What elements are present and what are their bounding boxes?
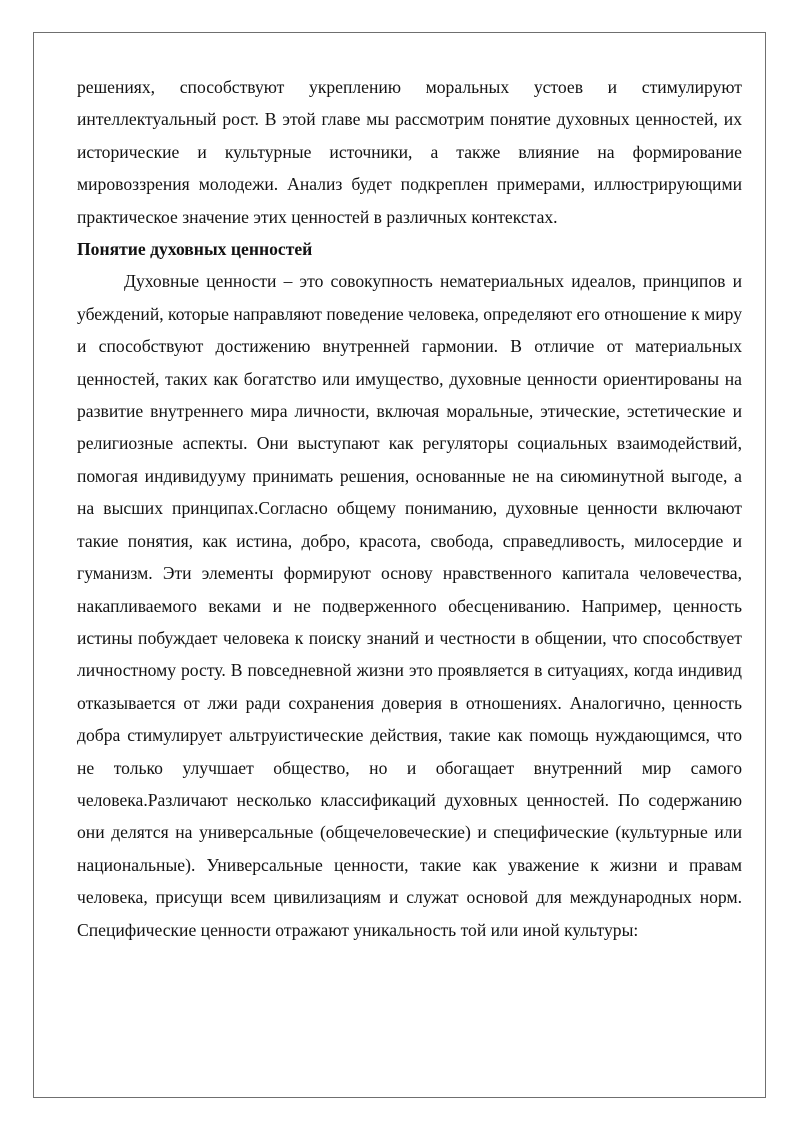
section-heading: Понятие духовных ценностей [77, 239, 313, 260]
intro-paragraph: решениях, способствуют укреплению моральных устоев и стимулируют интеллектуальный рост. В этой главе мы рассмотрим понятие духовных ценностей, их исторические и культурные источники, а также влияние на формирование мировоззрения молодежи. Анализ будет подкреплен примерами, иллюстрирующими практическое значение этих ценностей в различных контекстах. [77, 77, 742, 227]
body-paragraph: Духовные ценности – это совокупность нематериальных идеалов, принципов и убеждений, которые направляют поведение человека, определяют его отношение к миру и способствуют достижению внутренней гармонии. В отличие от материальных ценностей, таких как богатство или имущество, духовные ценности ориентированы на развитие внутреннего мира личности, включая моральные, этические, эстетические и религиозные аспекты. Они выступают как регуляторы социальных взаимодействий, помогая индивидууму принимать решения, основанные не на сиюминутной выгоде, а на высших принципах.Согласно общему пониманию, духовные ценности включают такие понятия, как истина, добро, красота, свобода, справедливость, милосердие и гуманизм. Эти элементы формируют основу нравственного капитала человечества, накапливаемого веками и не подверженного обесцениванию. Например, ценность истины побуждает человека к поиску знаний и честности в общении, что способствует личностному росту. В повседневной жизни это проявляется в ситуациях, когда индивид отказывается от лжи ради сохранения доверия в отношениях. Аналогично, ценность добра стимулирует альтруистические действия, такие как помощь нуждающимся, что не только улучшает общество, но и обогащает внутренний мир самого человека.Различают несколько классификаций духовных ценностей. По содержанию они делятся на универсальные (общечеловеческие) и специфические (культурные или национальные). Универсальные ценности, такие как уважение к жизни и правам человека, присущи всем цивилизациям и служат основой для международных норм. Специфические ценности отражают уникальность той или иной культуры: [77, 271, 742, 940]
document-body [77, 71, 742, 946]
